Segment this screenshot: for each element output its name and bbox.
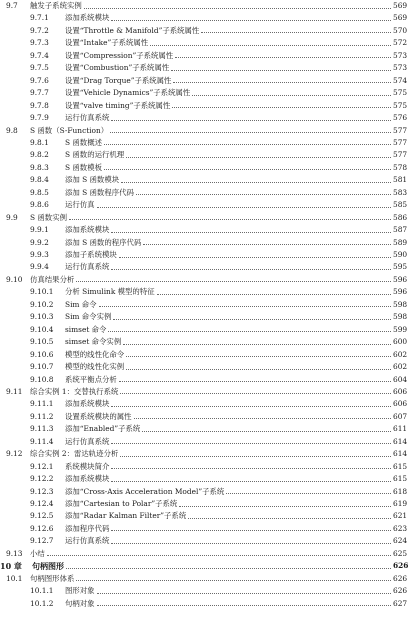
toc-entry-title: 模型的线性化命令 [65,349,125,359]
dot-leader [201,32,391,33]
toc-entry-page: 615 [393,474,408,484]
toc-entry-page: 600 [393,337,408,347]
toc-entry-page: 598 [393,312,408,322]
toc-entry-title: 系统模块简介 [65,461,110,471]
toc-entry-title: 运行仿真系统 [65,436,110,446]
toc-entry-page: 590 [393,250,408,259]
toc-entry-number: 9.12.5 [30,511,54,521]
toc-entry-page: 626 [393,573,408,583]
toc-entry-page: 598 [393,299,408,309]
dot-leader [97,605,391,606]
toc-entry-number: 10.1.1 [30,586,54,596]
toc-entry[interactable] [0,498,418,510]
toc-entry[interactable] [0,174,418,186]
toc-entry-page: 596 [393,274,408,284]
dot-leader [111,543,391,544]
toc-entry-number: 9.12.4 [30,499,54,508]
toc-entry-number: 9.10.3 [30,312,54,322]
toc-entry-number: 9.10.5 [30,337,54,347]
toc-entry-number: 9.12.6 [30,523,54,533]
dot-leader [126,369,391,370]
toc-entry-page: 585 [393,200,408,210]
toc-entry[interactable] [0,62,418,74]
dot-leader [121,182,391,183]
toc-entry-title: 分析 Simulink 模型的特征 [65,287,155,297]
toc-entry[interactable] [0,436,418,448]
toc-entry-number: 9.7.7 [30,88,49,98]
toc-entry-number: 9.10.6 [30,349,54,359]
dot-leader [111,232,391,233]
toc-entry-page: 626 [393,561,409,571]
toc-entry-number: 9.8.3 [30,162,49,172]
toc-entry-page: 574 [393,75,408,85]
toc-entry-page: 573 [393,50,408,60]
dot-leader [120,456,391,457]
toc-entry[interactable] [0,386,418,398]
toc-entry-title: 设置“Combustion”子系统属性 [65,63,170,73]
toc-entry-page: 575 [393,88,408,98]
toc-entry[interactable] [0,598,418,610]
toc-entry-title: 运行仿真系统 [65,262,110,272]
toc-entry-title: 添加系统模块 [65,13,110,23]
toc-entry[interactable] [0,324,418,336]
toc-entry-title: simset 命令实例 [65,337,122,347]
toc-entry-title: 添加系统模块 [65,225,110,235]
toc-entry[interactable] [0,162,418,174]
toc-entry-number: 10.1.2 [30,598,54,608]
toc-entry[interactable] [0,361,418,373]
toc-entry-page: 570 [393,25,408,35]
toc-entry-page: 607 [393,411,408,421]
toc-entry-page: 586 [393,212,408,222]
toc-entry-page: 606 [393,386,408,396]
toc-entry-number: 10 章 [0,561,22,572]
toc-entry[interactable] [0,274,418,286]
toc-entry-title: Sim 命令 [65,299,97,309]
toc-entry-number: 9.10.8 [30,374,54,384]
toc-entry-page: 573 [393,63,408,73]
toc-entry-title: 添加系统模块 [65,474,110,484]
toc-entry-title: 设置“valve timing”子系统属性 [65,100,171,110]
toc-entry-page: 615 [393,461,408,471]
toc-entry-page: 569 [393,1,408,10]
toc-entry-number: 9.7.5 [30,63,49,73]
toc-entry[interactable] [0,100,418,112]
toc-entry-number: 9.9.4 [30,262,49,272]
toc-entry[interactable] [0,224,418,236]
toc-entry-page: 577 [393,150,408,160]
dot-leader [126,157,391,158]
toc-entry-title: 图形对象 [65,586,95,596]
dot-leader [111,443,391,444]
dot-leader [126,356,391,357]
toc-entry[interactable] [0,311,418,323]
toc-entry-title: 系统平衡点分析 [65,374,117,384]
dot-leader [108,331,391,332]
toc-entry-title: 综合实例 2：雷达轨迹分析 [30,449,119,459]
toc-entry[interactable] [0,473,418,485]
dot-leader [69,219,391,220]
toc-entry-number: 9.7 [6,1,18,10]
toc-entry-page: 611 [393,424,408,434]
toc-entry-title: simset 命令 [65,324,107,334]
toc-entry-number: 9.7.8 [30,100,49,110]
toc-entry-title: 句柄对象 [65,598,95,608]
dot-leader [111,120,391,121]
dot-leader [104,169,391,170]
toc-entry-title: 运行仿真系统 [65,113,110,123]
dot-leader [150,45,391,46]
toc-entry-title: S 函数（S-Function） [30,125,109,135]
toc-entry[interactable] [0,237,418,249]
toc-entry-page: 569 [393,13,408,23]
toc-entry-page: 576 [393,113,408,123]
toc-entry-number: 9.8.6 [30,200,49,210]
toc-entry[interactable] [0,398,418,410]
toc-entry[interactable] [0,560,418,572]
toc-entry-page: 578 [393,162,408,172]
dot-leader [113,319,391,320]
dot-leader [119,257,391,258]
dot-leader [97,593,391,594]
toc-entry-title: 添加子系统模块 [65,250,117,259]
toc-entry-title: 触发子系统实例 [30,1,82,10]
toc-entry-number: 9.9.2 [30,237,49,247]
toc-entry-number: 9.10.2 [30,299,54,309]
toc-entry[interactable] [0,199,418,211]
dot-leader [226,493,391,494]
toc-entry-page: 577 [393,137,408,147]
toc-entry-page: 614 [393,449,408,459]
toc-entry-number: 9.12 [6,449,23,459]
toc-entry-title: 添加 S 函数模块 [65,175,120,185]
toc-entry-number: 9.8.5 [30,187,49,197]
toc-entry-number: 9.10.4 [30,324,54,334]
toc-entry-number: 9.7.6 [30,75,49,85]
dot-leader [47,555,391,556]
dot-leader [111,481,391,482]
toc-entry[interactable] [0,75,418,87]
toc-entry[interactable] [0,112,418,124]
toc-entry-number: 9.9 [6,212,18,222]
toc-entry-title: 句柄图形体系 [30,573,75,583]
toc-entry-number: 9.10 [6,274,23,284]
toc-entry-title: 运行仿真系统 [65,536,110,546]
toc-entry[interactable] [0,510,418,522]
toc-entry-number: 9.8.2 [30,150,49,160]
dot-leader [179,506,391,507]
toc-entry-title: 添加 S 函数程序代码 [65,187,134,197]
dot-leader [111,406,391,407]
toc-entry-number: 9.10.1 [30,287,54,297]
toc-entry-number: 9.7.1 [30,13,49,23]
toc-entry-number: 9.11.4 [30,436,54,446]
toc-entry-title: S 函数的运行机理 [65,150,125,160]
toc-entry-title: 添加程序代码 [65,523,110,533]
dot-leader [171,70,391,71]
toc-entry[interactable] [0,137,418,149]
toc-entry-number: 9.12.2 [30,474,54,484]
toc-entry-page: 625 [393,548,408,558]
toc-entry-page: 618 [393,486,408,496]
toc-entry-page: 596 [393,287,408,297]
toc-entry-title: 句柄图形 [32,561,64,572]
toc-entry-number: 9.11 [6,386,23,396]
toc-entry-page: 614 [393,436,408,446]
dot-leader [111,530,391,531]
toc-entry[interactable] [0,349,418,361]
toc-entry[interactable] [0,249,418,261]
toc-entry-page: 619 [393,499,408,508]
toc-entry-title: 设置“Drag Torque”子系统属性 [65,75,172,85]
toc-entry-title: 设置“Vehicle Dynamics”子系统属性 [65,88,191,98]
toc-entry-number: 9.11.2 [30,411,54,421]
toc-entry-number: 9.11.1 [30,399,54,409]
dot-leader [119,381,391,382]
toc-entry-number: 9.7.4 [30,50,49,60]
toc-entry[interactable] [0,548,418,560]
toc-entry-title: 设置“Intake”子系统属性 [65,38,149,48]
toc-entry-title: S 函数实例 [30,212,67,222]
toc-entry-number: 9.12.3 [30,486,54,496]
toc-entry[interactable] [0,423,418,435]
toc-entry-number: 9.9.1 [30,225,49,235]
toc-entry-title: 添加“Cartesian to Polar”子系统 [65,499,178,508]
toc-entry[interactable] [0,37,418,49]
toc-entry-page: 602 [393,362,408,372]
toc-entry-title: 添加 S 函数的程序代码 [65,237,142,247]
toc-entry-page: 587 [393,225,408,235]
toc-entry-title: 运行仿真 [65,200,95,210]
toc-entry-page: 589 [393,237,408,247]
toc-entry-title: 设置“Throttle & Manifold”子系统属性 [65,25,200,35]
toc-entry-number: 9.8.1 [30,137,49,147]
toc-entry-title: 添加“Cross-Axis Acceleration Model”子系统 [65,486,225,496]
toc-entry-page: 572 [393,38,408,48]
toc-entry-page: 623 [393,523,408,533]
toc-entry-title: 设置“Compression”子系统属性 [65,50,174,60]
toc-entry-page: 577 [393,125,408,135]
dot-leader [66,568,391,569]
toc-entry-title: 仿真结果分析 [30,274,75,284]
toc-entry-page: 604 [393,374,408,384]
dot-leader [143,244,391,245]
dot-leader [173,82,391,83]
toc-entry[interactable] [0,461,418,473]
toc-entry-number: 9.8 [6,125,18,135]
dot-leader [111,269,391,270]
toc-entry-page: 606 [393,399,408,409]
toc-entry[interactable] [0,585,418,597]
dot-leader [134,418,391,419]
dot-leader [175,57,391,58]
dot-leader [188,518,391,519]
dot-leader [97,207,391,208]
toc-entry-page: 602 [393,349,408,359]
dot-leader [104,144,391,145]
toc-entry-title: 添加“Enabled”子系统 [65,424,141,434]
toc-entry[interactable] [0,25,418,37]
toc-entry-page: 624 [393,536,408,546]
toc-entry-number: 9.9.3 [30,250,49,259]
toc-entry[interactable] [0,149,418,161]
dot-leader [192,95,391,96]
dot-leader [123,344,391,345]
toc-entry-page: 599 [393,324,408,334]
toc-entry[interactable] [0,535,418,547]
toc-entry[interactable] [0,261,418,273]
toc-entry[interactable] [0,411,418,423]
toc-entry-number: 9.13 [6,548,23,558]
toc-entry-title: S 函数模板 [65,162,102,172]
dot-leader [172,107,391,108]
dot-leader [142,431,391,432]
toc-entry[interactable] [0,448,418,460]
dot-leader [111,20,391,21]
toc-entry-page: 583 [393,187,408,197]
toc-entry[interactable] [0,50,418,62]
toc-entry-number: 9.7.3 [30,38,49,48]
toc-entry-title: 设置系统模块的属性 [65,411,132,421]
toc-entry[interactable] [0,87,418,99]
toc-entry-number: 9.7.9 [30,113,49,123]
toc-entry-title: 小结 [30,548,45,558]
dot-leader [99,306,391,307]
dot-leader [120,393,391,394]
dot-leader [84,8,391,9]
toc-entry[interactable] [0,12,418,24]
toc-entry-page: 621 [393,511,408,521]
toc-entry[interactable] [0,0,418,12]
toc-entry[interactable] [0,286,418,298]
toc-entry[interactable] [0,523,418,535]
toc-entry-page: 627 [393,598,408,608]
toc-entry[interactable] [0,486,418,498]
dot-leader [76,580,391,581]
toc-entry[interactable] [0,187,418,199]
toc-entry[interactable] [0,299,418,311]
toc-entry-page: 595 [393,262,408,272]
toc-entry-title: 添加“Radar Kalman Filter”子系统 [65,511,187,521]
toc-entry-page: 626 [393,586,408,596]
toc-entry-number: 9.10.7 [30,362,54,372]
toc-entry-number: 9.7.2 [30,25,49,35]
dot-leader [111,468,391,469]
toc-entry[interactable] [0,212,418,224]
toc-entry-number: 9.12.7 [30,536,54,546]
toc-entry-title: 综合实例 1：交替执行系统 [30,386,119,396]
dot-leader [157,294,391,295]
toc-entry-page: 575 [393,100,408,110]
dot-leader [136,194,391,195]
toc-entry[interactable] [0,573,418,585]
toc-entry-number: 9.12.1 [30,461,54,471]
dot-leader [76,281,391,282]
toc-entry-number: 9.8.4 [30,175,49,185]
toc-entry-title: 添加系统模块 [65,399,110,409]
toc-entry-title: S 函数概述 [65,137,102,147]
toc-entry-page: 581 [393,175,408,185]
toc-entry-number: 9.11.3 [30,424,54,434]
toc-entry[interactable] [0,125,418,137]
toc-entry-title: 模型的线性化实例 [65,362,125,372]
toc-entry-title: Sim 命令实例 [65,312,112,322]
toc-entry[interactable] [0,374,418,386]
toc-entry[interactable] [0,336,418,348]
toc-entry-number: 10.1 [6,573,23,583]
dot-leader [110,132,391,133]
